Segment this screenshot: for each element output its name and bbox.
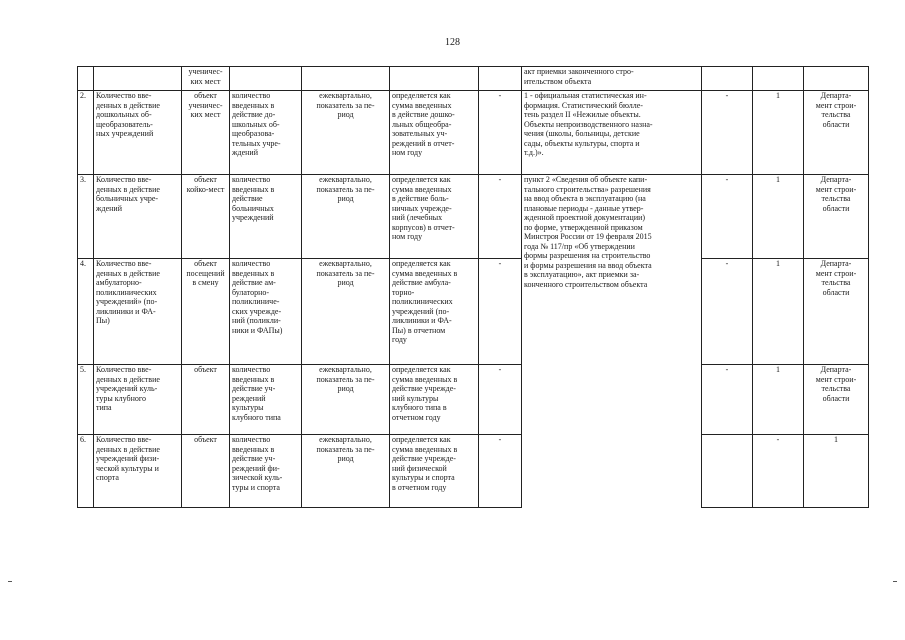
- cell-dash: -: [479, 175, 522, 259]
- cell-dash: -: [479, 259, 522, 365]
- cell-num: 4.: [78, 259, 94, 365]
- cell-num: 2.: [78, 91, 94, 175]
- cell-col9: 1: [753, 259, 804, 365]
- cell-method: акт приемки законченного стро- ительством объекта: [522, 67, 702, 91]
- cell-unit: объект посещений в смену: [182, 259, 230, 365]
- cell-col9: 1: [753, 365, 804, 435]
- cell-calc: определяется как сумма введенных в действие учрежде- ний физической культуры и спорта в отчетном году: [390, 435, 479, 508]
- cell-col9: 1: [753, 175, 804, 259]
- cell-method: [702, 435, 753, 508]
- cell-num: 6.: [78, 435, 94, 508]
- cell-col8: [702, 67, 753, 91]
- table-row: [78, 435, 869, 508]
- cell-name: Количество вве- денных в действие амбулаторно- поликлинических учреждений» (по- ликлиники и ФА- Пы): [94, 259, 182, 365]
- cell-dept: Департа- мент строи- тельства области: [804, 259, 869, 365]
- cell-definition: количество введенных в действие уч- реждений фи- зической куль- туры и спорта: [230, 435, 302, 508]
- table-row: [78, 91, 869, 175]
- cell-unit: объект койко-мест: [182, 175, 230, 259]
- cell-calc: определяется как сумма введенных в действие амбула- торно- поликлинических учреждений (по- ликлиники и ФА- Пы) в отчетном году: [390, 259, 479, 365]
- cell-dept: Департа- мент строи- тельства области: [804, 91, 869, 175]
- cell-unit: объект: [182, 365, 230, 435]
- margin-mark-left: [8, 581, 12, 582]
- cell-period: ежеквартально, показатель за пе- риод: [302, 435, 390, 508]
- cell-col9: [753, 67, 804, 91]
- cell-dept: Департа- мент строи- тельства области: [804, 365, 869, 435]
- indicators-table: [77, 66, 869, 508]
- table-row: [78, 365, 869, 435]
- cell-period: ежеквартально, показатель за пе- риод: [302, 365, 390, 435]
- cell-calc: определяется как сумма введенных в действие боль- ничных учрежде- ний (лечебных корпусов) в отчет- ном году: [390, 175, 479, 259]
- cell-col9: 1: [804, 435, 869, 508]
- cell-unit: ученичес- ких мест: [182, 67, 230, 91]
- cell-num: 3.: [78, 175, 94, 259]
- cell-unit: объект: [182, 435, 230, 508]
- cell-col8: -: [702, 259, 753, 365]
- cell-dash: -: [479, 435, 522, 508]
- cell-name: Количество вве- денных в действие учреждений куль- туры клубного типа: [94, 365, 182, 435]
- table-row: [78, 259, 869, 365]
- cell-dash: -: [479, 365, 522, 435]
- cell-definition: количество введенных в действие больничных учреждений: [230, 175, 302, 259]
- cell-col8: -: [702, 175, 753, 259]
- cell-name: Количество вве- денных в действие учреждений физи- ческой культуры и спорта: [94, 435, 182, 508]
- cell-definition: количество введенных в действие уч- реждений культуры клубного типа: [230, 365, 302, 435]
- cell-col8: -: [702, 365, 753, 435]
- cell-period: ежеквартально, показатель за пе- риод: [302, 175, 390, 259]
- cell-col8: -: [753, 435, 804, 508]
- cell-calc: определяется как сумма введенных в действие дошко- льных общеобра- зовательных уч- реждений в отчет- ном году: [390, 91, 479, 175]
- cell-period: ежеквартально, показатель за пе- риод: [302, 91, 390, 175]
- cell-method-shared: пункт 2 «Сведения об объекте капи- тального строительства» разрешения на ввод объекта в эксплуатацию (на плановые периоды - данные утвер- жденной проектной документации) по форме, утвержденной приказом Минстроя России от 19 февраля 2015 года № 117/пр «Об утверждении формы разрешения на строительство и формы разрешения на ввод объекта в эксплуатацию», акт приемки за- конченного строительством объекта: [522, 175, 702, 508]
- cell-calc: определяется как сумма введенных в действие учрежде- ний культуры клубного типа в отчетном году: [390, 365, 479, 435]
- page-number: 128: [445, 37, 460, 48]
- cell-num: 5.: [78, 365, 94, 435]
- cell-dash: [479, 67, 522, 91]
- cell-period: ежеквартально, показатель за пе- риод: [302, 259, 390, 365]
- cell-method: 1 - официальная статистическая ин- формация. Статистический бюлле- тень раздел II «Нежилые объекты. Объекты непроизводственного назна- чения (школы, больницы, детские сады, объекты культуры, спорта и т.д.)».: [522, 91, 702, 175]
- table-row: [78, 175, 869, 259]
- cell-col8: -: [702, 91, 753, 175]
- cell-period: [302, 67, 390, 91]
- cell-definition: [230, 67, 302, 91]
- cell-col9: 1: [753, 91, 804, 175]
- table-row-continuation: [78, 67, 869, 91]
- cell-num: [78, 67, 94, 91]
- cell-calc: [390, 67, 479, 91]
- cell-definition: количество введенных в действие до- школьных об- щеобразова- тельных учре- ждений: [230, 91, 302, 175]
- cell-name: [94, 67, 182, 91]
- cell-dept: [804, 67, 869, 91]
- cell-unit: объект ученичес- ких мест: [182, 91, 230, 175]
- cell-name: Количество вве- денных в действие больничных учре- ждений: [94, 175, 182, 259]
- cell-name: Количество вве- денных в действие дошкольных об- щеобразователь- ных учреждений: [94, 91, 182, 175]
- cell-dash: -: [479, 91, 522, 175]
- cell-definition: количество введенных в действие ам- булаторно- поликлиниче- ских учрежде- ний (поликли- ники и ФАПы): [230, 259, 302, 365]
- cell-dept: Департа- мент строи- тельства области: [804, 175, 869, 259]
- margin-mark-right: [893, 581, 897, 582]
